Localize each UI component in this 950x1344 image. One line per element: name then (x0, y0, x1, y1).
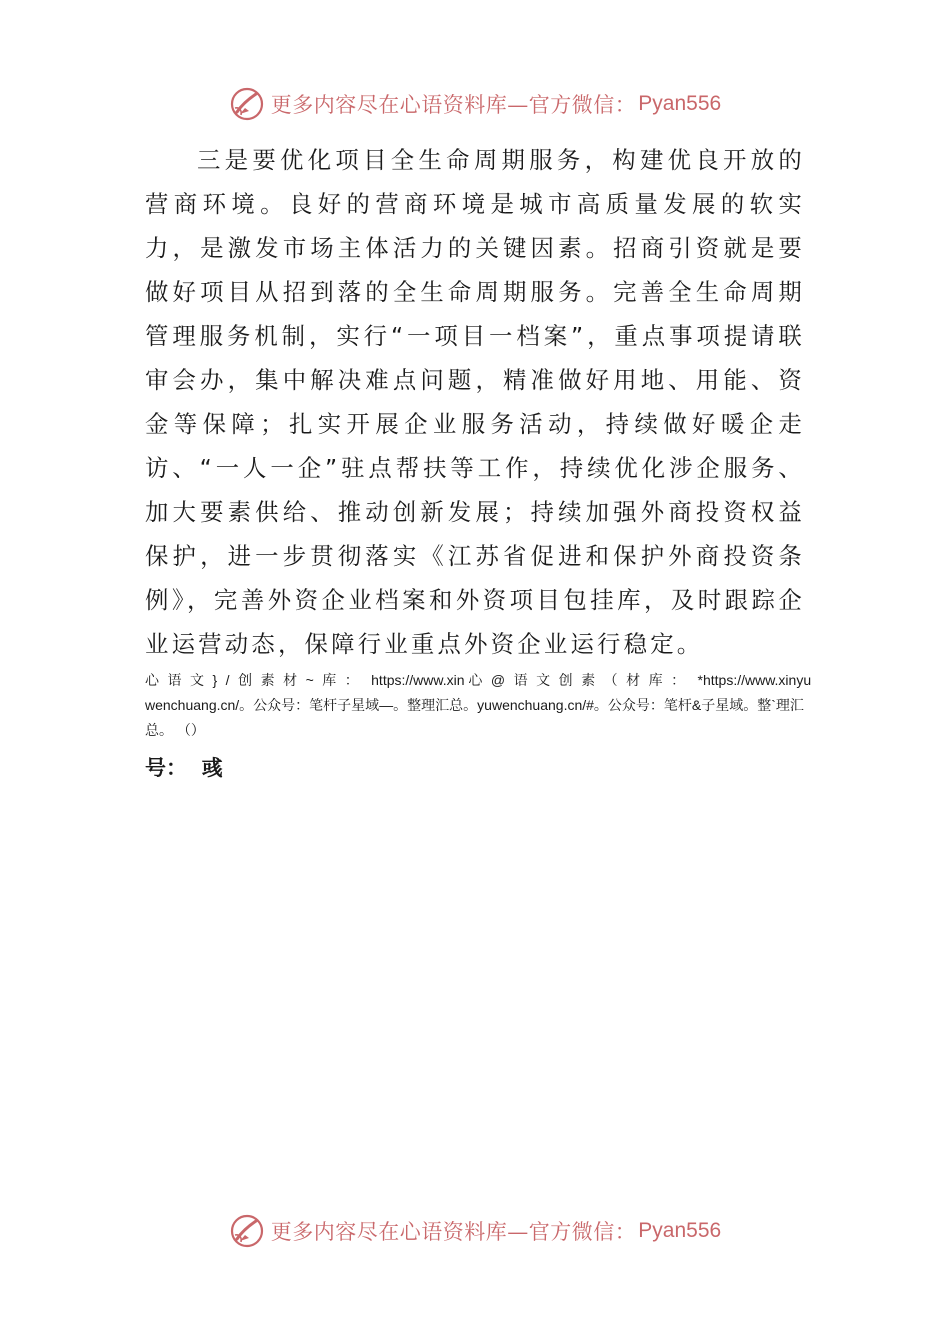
source-note (145, 668, 815, 743)
source-note-part4: *https://www.xinyuwenchuang.cn/。公众号：笔杆子星域—。整理汇总。yuwenchuang.cn/#。公众号：笔杆&子星域。整`理汇总。 （） (145, 672, 812, 738)
trailing-fragment: 号： 彧 (145, 756, 223, 780)
body-paragraph: 三是要优化项目全生命周期服务，构建优良开放的营商环境。良好的营商环境是城市高质量发展的软实力，是激发市场主体活力的关键因素。招商引资就是要做好项目从招到落的全生命周期服务。完善全生命周期管理服务机制，实行“一项目一档案”，重点事项提请联审会办，集中解决难点问题，精准做好用地、用能、资金等保障；扎实开展企业服务活动，持续做好暖企走访、“一人一企”驻点帮扶等工作，持续优化涉企服务、加大要素供给、推动创新发展；持续加强外商投资权益保护，进一步贯彻落实《江苏省促进和保护外商投资条例》，完善外资企业档案和外资项目包挂库，及时跟踪企业运营动态，保障行业重点外资企业运行稳定。 (145, 146, 805, 658)
header-banner (0, 82, 950, 126)
header-banner-text: 更多内容尽在心语资料库—官方微信： (270, 93, 637, 117)
footer-banner (0, 1209, 950, 1253)
pen-logo-icon (229, 86, 265, 122)
footer-banner-text: 更多内容尽在心语资料库—官方微信： (270, 1220, 637, 1244)
footer-banner-wechat-id: Pyan556 (638, 1219, 722, 1242)
source-note-part1: 心语文}/创素材~库： (145, 672, 368, 688)
source-note-part3: 心@语文创素（材库： (468, 672, 694, 688)
header-banner-wechat-id: Pyan556 (638, 92, 722, 115)
pen-logo-icon (229, 1213, 265, 1249)
source-note-part2: https://www.xin (367, 672, 469, 688)
